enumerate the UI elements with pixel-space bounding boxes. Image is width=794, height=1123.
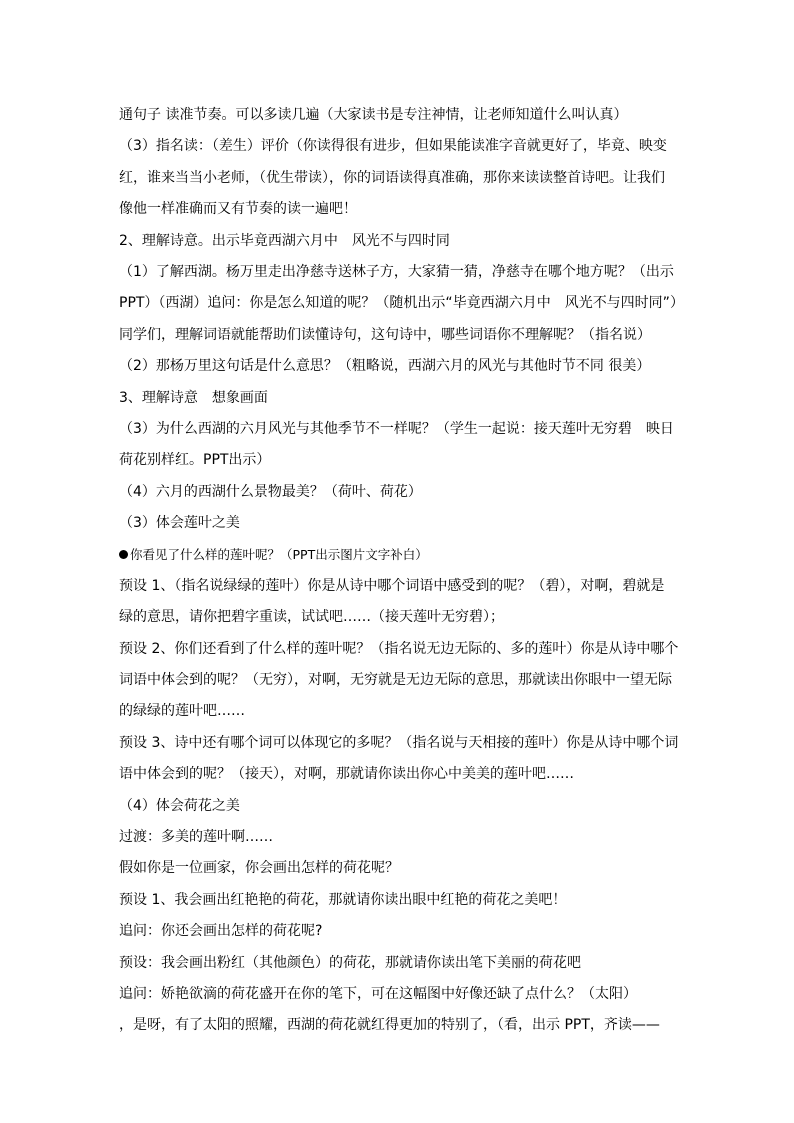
paragraph-line: PPT）（西湖）追问：你是怎么知道的呢？（随机出示“毕竟西湖六月中 风光不与四时同”） [119, 295, 684, 312]
paragraph-line: 同学们，理解词语就能帮助们读懂诗句，这句诗中，哪些词语你不理解呢？（指名说） [119, 326, 651, 343]
bullet-line [119, 539, 685, 570]
document-body [119, 100, 685, 1042]
paragraph-line: 红，谁来当当小老师，（优生带读），你的词语读得真准确，那你来读读整首诗吧。让我们 [119, 169, 665, 186]
paragraph-line: 预设 3、诗中还有哪个词可以体现它的多呢？（指名说与天相接的莲叶）你是从诗中哪个词 [119, 734, 679, 751]
paragraph-line: 预设：我会画出粉红（其他颜色）的荷花，那就请你读出笔下美丽的荷花吧 [119, 954, 581, 971]
bullet-text: 你看见了什么样的莲叶呢？（PPT出示图片文字补白） [130, 547, 428, 563]
paragraph-line: 过渡：多美的莲叶啊…… [119, 828, 273, 845]
paragraph-line: 假如你是一位画家，你会画出怎样的荷花呢？ [119, 860, 399, 877]
paragraph-line: 的绿绿的莲叶吧…… [119, 703, 245, 720]
paragraph-line: 通句子 读准节奏。可以多读几遍（大家读书是专注神情，让老师知道什么叫认真） [119, 107, 628, 123]
paragraph-line: 追问：娇艳欲滴的荷花盛开在你的笔下，可在这幅图中好像还缺了点什么？（太阳） [119, 985, 637, 1002]
paragraph-line: 语中体会到的呢？（接天），对啊，那就请你读出你心中美美的莲叶吧…… [119, 766, 574, 783]
paragraph-line: （2）那杨万里这句话是什么意思？（粗略说，西湖六月的风光与其他时节不同 很美） [119, 358, 651, 375]
paragraph-line: 荷花别样红。PPT出示） [119, 452, 271, 469]
paragraph-line: （3）为什么西湖的六月风光与其他季节不一样呢？（学生一起说：接天莲叶无穷碧 映日 [119, 420, 674, 437]
subsection-heading: （3）体会莲叶之美 [119, 515, 240, 532]
paragraph-line: 预设 1、（指名说绿绿的莲叶）你是从诗中哪个词语中感受到的呢？（碧），对啊，碧就是 [119, 577, 665, 594]
paragraph-line: 像他一样准确而又有节奏的读一遍吧！ [119, 201, 357, 218]
paragraph-line: 词语中体会到的呢？（无穷），对啊，无穷就是无边无际的意思，那就读出你眼中一望无际 [119, 672, 672, 689]
subsection-heading: （4）体会荷花之美 [119, 797, 240, 814]
paragraph-line: （3）指名读：（差生）评价（你读得很有进步，但如果能读准字音就更好了，毕竟、映变 [119, 138, 667, 155]
section-heading: 3、理解诗意 想象画面 [119, 389, 268, 406]
paragraph-line: 预设 2、你们还看到了什么样的莲叶呢？（指名说无边无际的、多的莲叶）你是从诗中哪个 [119, 640, 679, 657]
paragraph-line: （4）六月的西湖什么景物最美？（荷叶、荷花） [119, 483, 422, 500]
paragraph-line: 预设 1、我会画出红艳艳的荷花，那就请你读出眼中红艳的荷花之美吧！ [119, 891, 567, 908]
paragraph-line: 绿的意思，请你把碧字重读，试试吧……（接天莲叶无穷碧）； [119, 609, 504, 626]
paragraph-line: ，是呀，有了太阳的照耀，西湖的荷花就红得更加的特别了，（看，出示 PPT，齐读—— [119, 1017, 660, 1034]
bullet-dot-icon [119, 550, 128, 559]
paragraph-line: 追问：你还会画出怎样的荷花呢? [119, 923, 323, 940]
paragraph-line: （1）了解西湖。杨万里走出净慈寺送林子方，大家猜一猜，净慈寺在哪个地方呢？（出示 [119, 263, 674, 280]
section-heading: 2、理解诗意。出示毕竟西湖六月中 风光不与四时同 [119, 232, 450, 249]
